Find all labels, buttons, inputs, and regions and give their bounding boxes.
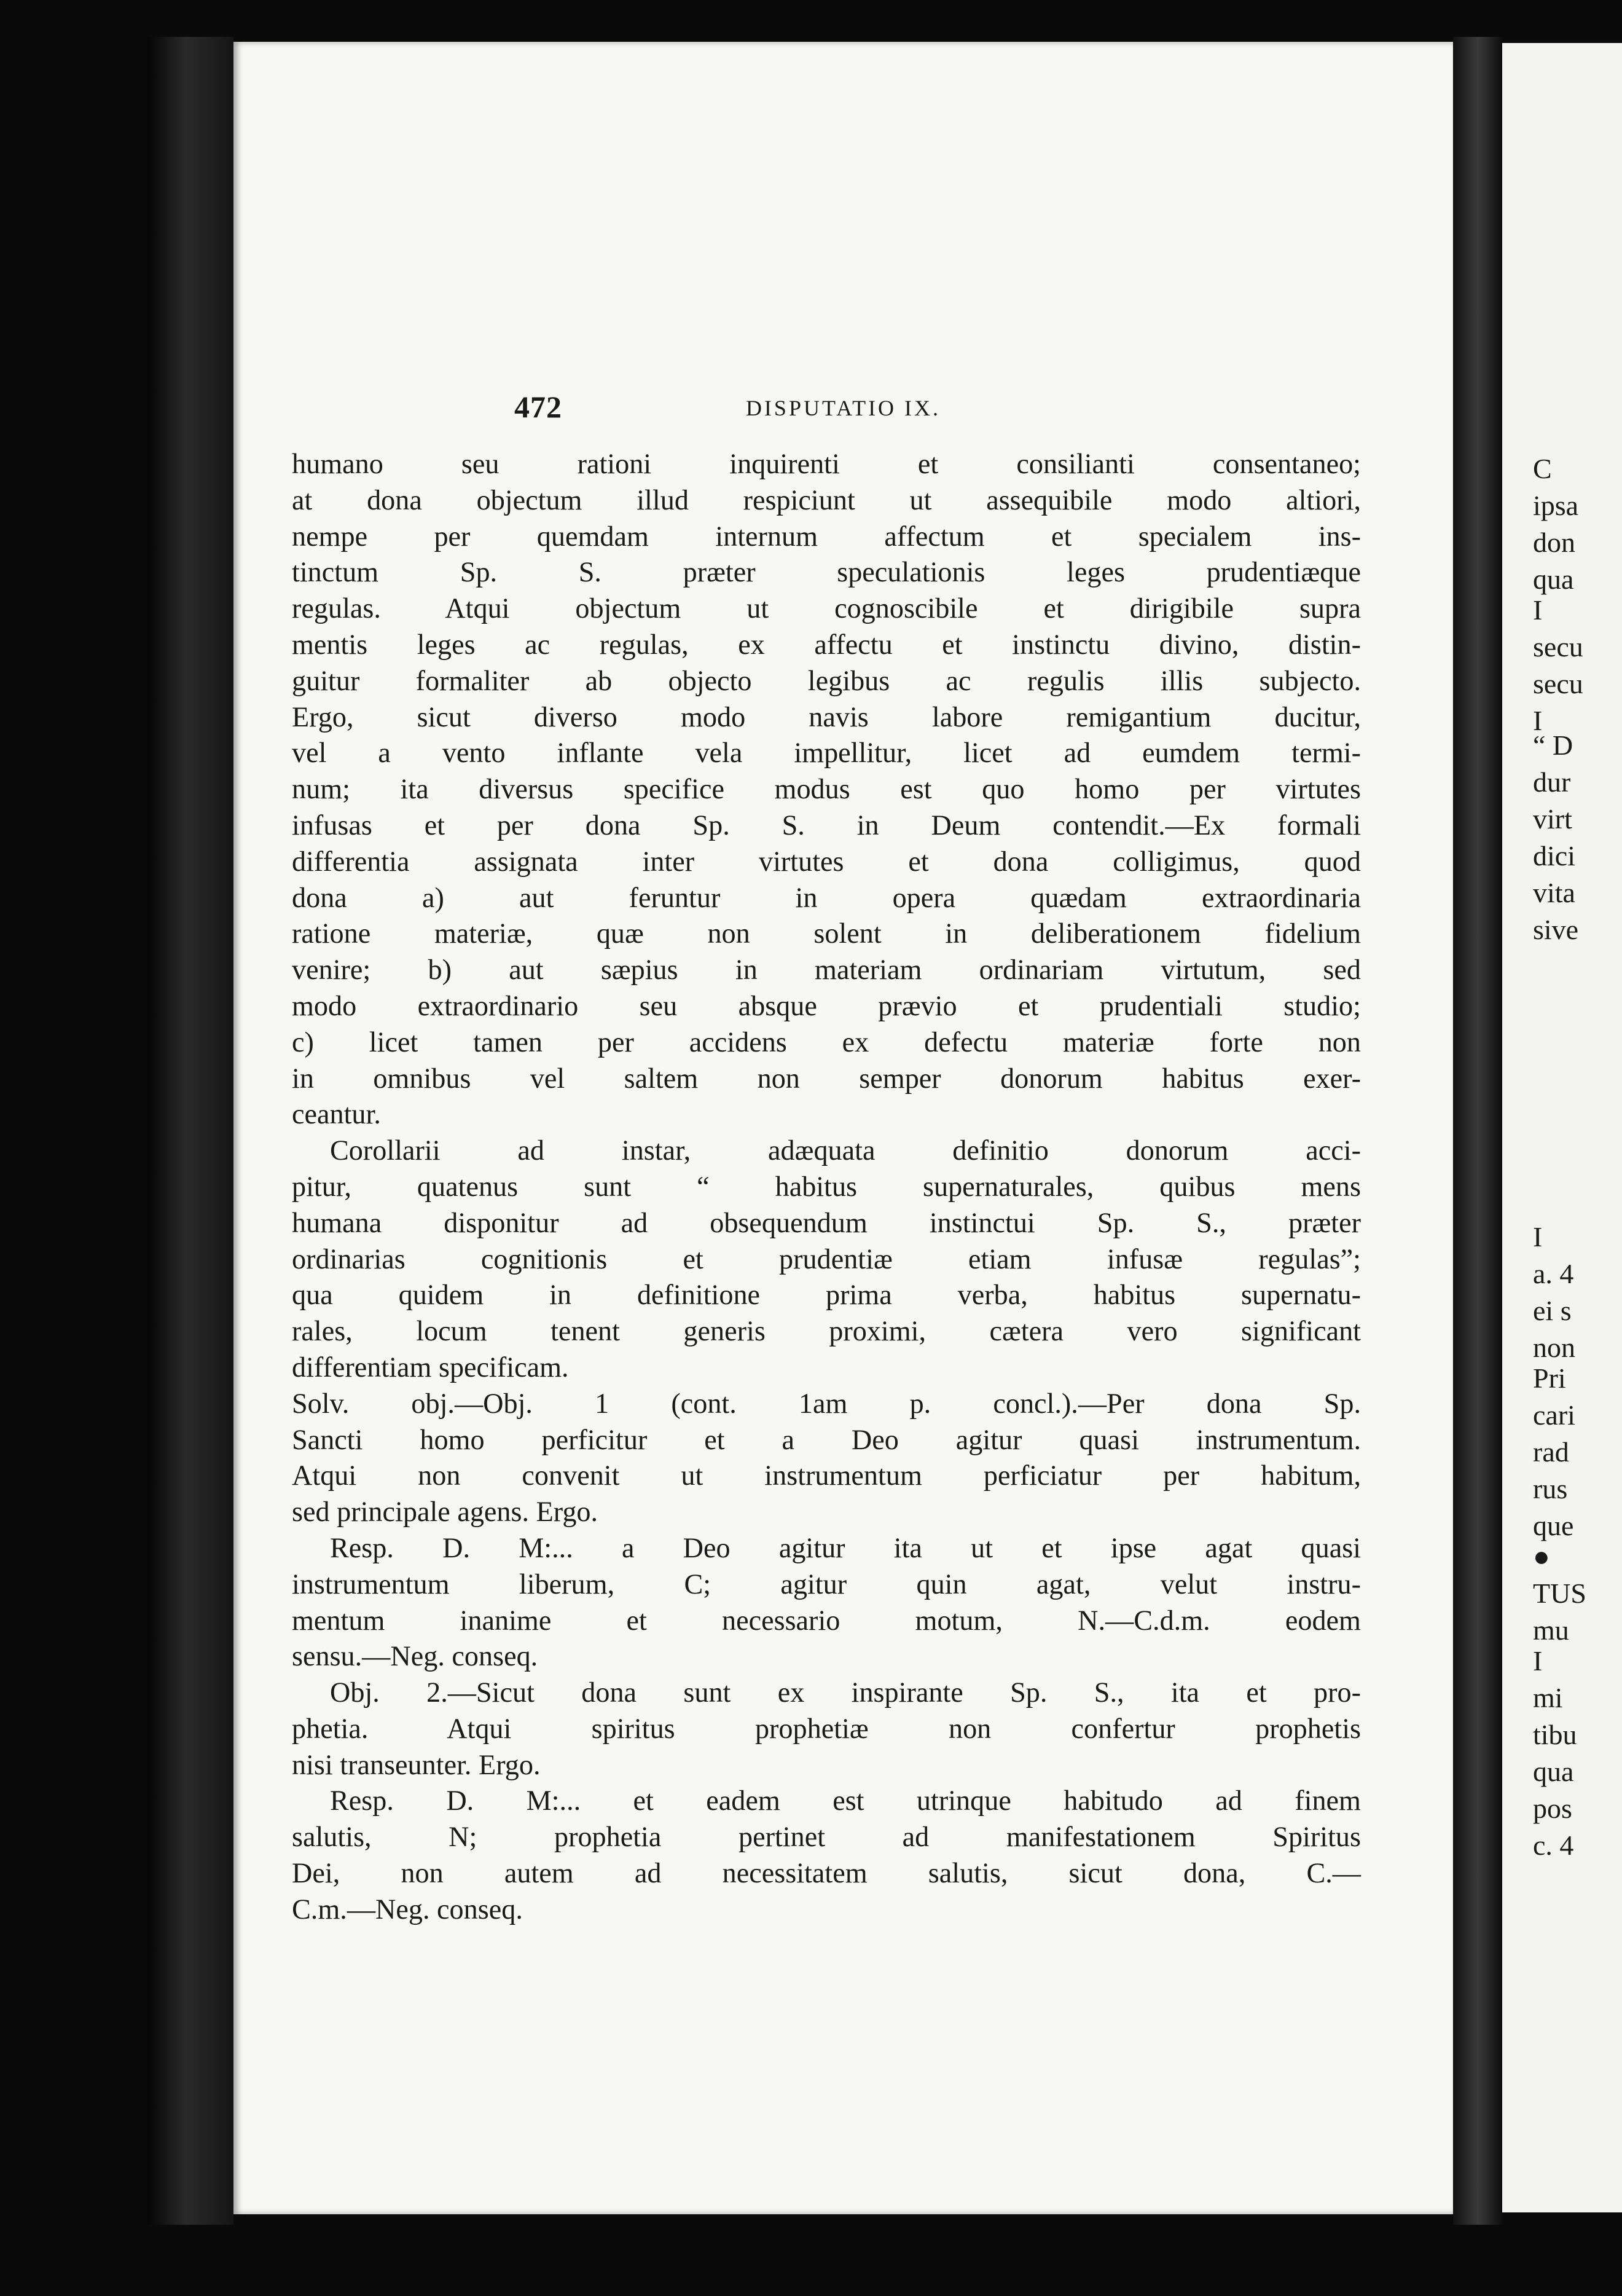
facing-page-fragment: qua [1533,1756,1574,1787]
text-line: differentiam specificam. [292,1351,569,1383]
text-line: pitur, quatenus sunt “ habitus supernaturales, quibus mens [292,1170,1361,1202]
text-line: humano seu rationi inquirenti et consilianti consentaneo; [292,448,1361,479]
text-line: nempe per quemdam internum affectum et specialem ins- [292,520,1361,552]
facing-page-fragment: a. 4 [1533,1258,1574,1289]
facing-page-fragment: virt [1533,803,1572,835]
facing-page-fragment: don [1533,527,1575,558]
text-line: infusas et per dona Sp. S. in Deum contendit.—Ex formali [292,809,1361,841]
facing-page-edge [1502,43,1622,2212]
text-line: C.m.—Neg. conseq. [292,1893,523,1925]
facing-page-fragment: tibu [1533,1719,1577,1750]
text-line: Ergo, sicut diverso modo navis labore remigantium ducitur, [292,701,1361,733]
facing-page-fragment: vita [1533,877,1575,908]
text-line: Dei, non autem ad necessitatem salutis, sicut dona, C.— [292,1857,1361,1889]
text-line: sensu.—Neg. conseq. [292,1640,538,1672]
body-text [292,446,1361,1928]
facing-page-fragment: c. 4 [1533,1830,1574,1861]
text-line: Obj. 2.—Sicut dona sunt ex inspirante Sp. S., ita et pro- [330,1677,1361,1708]
text-line: Corollarii ad instar, adæquata definitio donorum acci- [330,1134,1361,1166]
text-line: ordinarias cognitionis et prudentiæ etiam infusæ regulas”; [292,1243,1361,1275]
facing-page-fragment: Pri [1533,1362,1566,1394]
running-title: DISPUTATIO IX. [745,396,941,420]
facing-page-fragment: non [1533,1332,1575,1363]
text-line: at dona objectum illud respiciunt ut assequibile modo altiori, [292,484,1361,516]
facing-page-fragment: TUS [1533,1578,1586,1609]
text-line: Atqui non convenit ut instrumentum perficiatur per habitum, [292,1460,1361,1492]
facing-page-fragment: que [1533,1510,1574,1541]
text-line: mentis leges ac regulas, ex affectu et instinctu divino, distin- [292,628,1361,660]
facing-page-fragment: rad [1533,1436,1569,1468]
running-head [233,389,1453,426]
facing-page-fragment: ei s [1533,1295,1572,1326]
facing-page-fragment: cari [1533,1399,1575,1431]
text-line: differentia assignata inter virtutes et dona colligimus, quod [292,845,1361,877]
facing-page-fragment: rus [1533,1473,1568,1504]
facing-page-fragment: secu [1533,668,1583,699]
text-line: guitur formaliter ab objecto legibus ac regulis illis subjecto. [292,664,1361,696]
text-line: humana disponitur ad obsequendum instinctui Sp. S., præter [292,1206,1361,1238]
text-line: dona a) aut feruntur in opera quædam extraordinaria [292,881,1361,913]
text-line: sed principale agens. Ergo. [292,1496,598,1528]
text-line: salutis, N; prophetia pertinet ad manifestationem Spiritus [292,1821,1361,1853]
text-line: Resp. D. M:... et eadem est utrinque habitudo ad finem [330,1785,1361,1817]
facing-page-fragment: I [1533,1645,1543,1677]
text-line: modo extraordinario seu absque prævio et prudentiali studio; [292,989,1361,1021]
text-line: qua quidem in definitione prima verba, habitus supernatu- [292,1279,1361,1311]
text-line: phetia. Atqui spiritus prophetiæ non confertur prophetis [292,1712,1361,1744]
text-line: vel a vento inflante vela impellitur, licet ad eumdem termi- [292,737,1361,769]
text-line: Sancti homo perficitur et a Deo agitur quasi instrumentum. [292,1423,1361,1455]
text-line: instrumentum liberum, C; agitur quin agat, velut instru- [292,1568,1361,1600]
facing-page-fragment: I [1533,594,1543,626]
facing-page-fragment: pos [1533,1793,1572,1824]
text-line: mentum inanime et necessario motum, N.—C.d.m. eodem [292,1604,1361,1636]
text-line: Solv. obj.—Obj. 1 (cont. 1am p. concl.).—Per dona Sp. [292,1387,1361,1419]
book-page [233,42,1453,2214]
facing-page-fragment: secu [1533,631,1583,662]
text-line: tinctum Sp. S. præter speculationis leges prudentiæque [292,556,1361,588]
text-line: c) licet tamen per accidens ex defectu materiæ forte non [292,1026,1361,1058]
text-line: ceantur. [292,1098,381,1130]
facing-page-fragment: mu [1533,1614,1569,1646]
facing-page-fragment: dur [1533,766,1571,798]
text-line: in omnibus vel saltem non semper donorum habitus exer- [292,1062,1361,1094]
text-line: num; ita diversus specifice modus est quo homo per virtutes [292,773,1361,805]
facing-page-fragment: qua [1533,564,1574,595]
facing-page-fragment: ● [1533,1541,1550,1572]
facing-page-fragment: dici [1533,840,1575,871]
facing-page-fragment: mi [1533,1682,1563,1713]
binding-shadow [147,37,233,2225]
facing-page-fragment: I [1533,1221,1543,1252]
page-number: 472 [514,390,562,424]
page-gutter [1453,37,1502,2225]
text-line: ratione materiæ, quæ non solent in deliberationem fidelium [292,918,1361,949]
facing-page-fragment: I [1533,705,1543,736]
facing-page-fragment: “ D [1533,729,1573,761]
text-line: Resp. D. M:... a Deo agitur ita ut et ipse agat quasi [330,1531,1361,1563]
facing-page-fragment: ipsa [1533,490,1579,521]
text-line: regulas. Atqui objectum ut cognoscibile et dirigibile supra [292,592,1361,624]
facing-page-fragment: C [1533,453,1552,484]
text-line: nisi transeunter. Ergo. [292,1748,541,1780]
facing-page-fragment: sive [1533,914,1579,945]
text-line: venire; b) aut sæpius in materiam ordinariam virtutum, sed [292,954,1361,986]
text-line: rales, locum tenent generis proximi, cætera vero significant [292,1315,1361,1347]
